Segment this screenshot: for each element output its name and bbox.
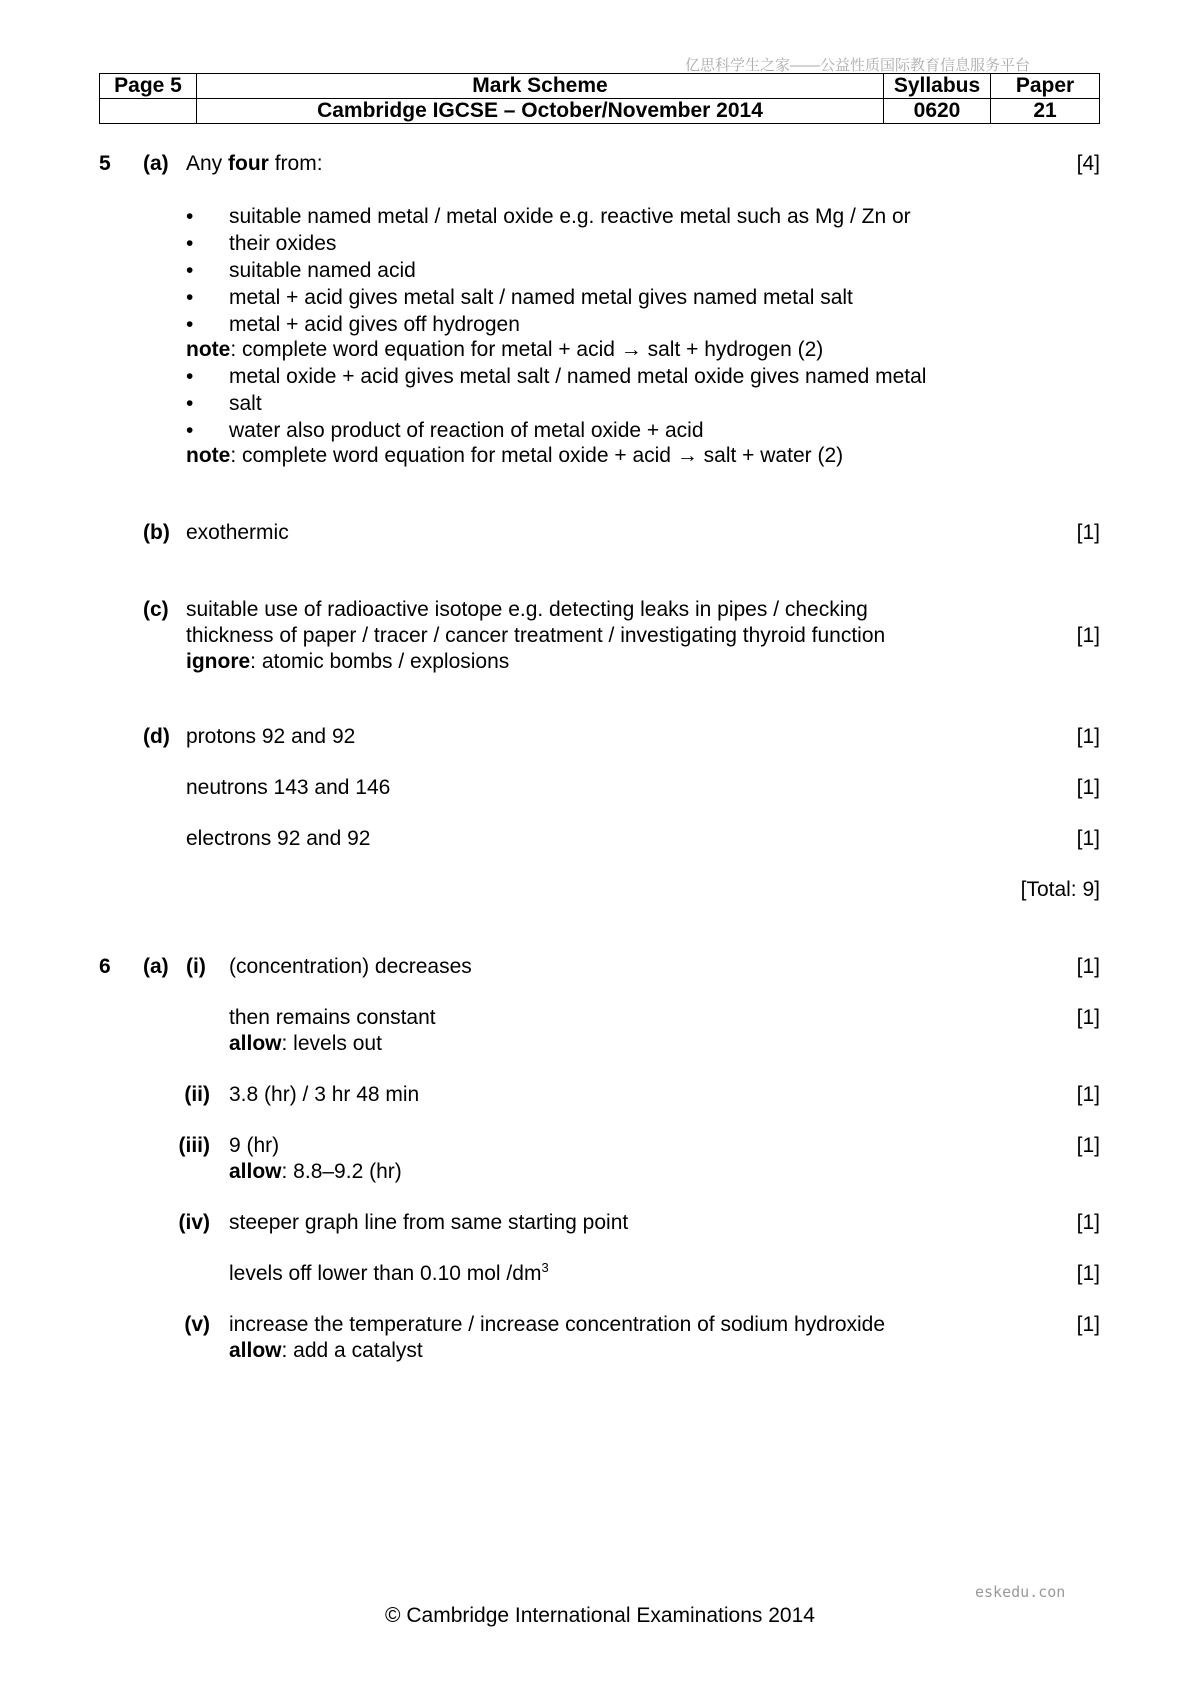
q5d-mark-1: [1] <box>1076 725 1100 748</box>
header-page: Page 5 <box>100 74 197 99</box>
header-paper: 21 <box>991 99 1100 124</box>
q5a-bullet: metal oxide + acid gives metal salt / named metal oxide gives named metal <box>229 365 927 388</box>
q5d-electrons: electrons 92 and 92 <box>186 827 371 850</box>
q5a-bullet: metal + acid gives off hydrogen <box>229 313 520 336</box>
q5a-label: (a) <box>143 152 169 175</box>
bullet-icon: • <box>186 205 194 228</box>
watermark-bottom: eskedu.con <box>975 1583 1066 1601</box>
q5-number: 5 <box>99 152 111 175</box>
q6av-text: increase the temperature / increase concentration of sodium hydroxide <box>229 1313 886 1336</box>
q5d-protons: protons 92 and 92 <box>186 725 356 748</box>
header-exam: Cambridge IGCSE – October/November 2014 <box>197 99 884 124</box>
q5a-mark: [4] <box>1076 152 1100 175</box>
q6aiv-text-2: levels off lower than 0.10 mol $/dm^3$ <box>229 1260 549 1285</box>
q5c-mark: [1] <box>1076 624 1100 647</box>
q6ai-label: (i) <box>186 955 206 978</box>
q5a-note-1: note: complete word equation for metal + acid → salt + hydrogen (2) <box>186 338 824 361</box>
bullet-icon: • <box>186 313 194 336</box>
q5d-mark-2: [1] <box>1076 776 1100 799</box>
q6aiii-mark: [1] <box>1076 1134 1100 1157</box>
header-syllabus: 0620 <box>884 99 991 124</box>
q5a-bullet: metal + acid gives metal salt / named metal gives named metal salt <box>229 286 853 309</box>
bullet-icon: • <box>186 392 194 415</box>
q6aii-label: (ii) <box>184 1083 210 1106</box>
q6a-label: (a) <box>143 955 169 978</box>
q6av-mark: [1] <box>1076 1313 1100 1336</box>
bullet-icon: • <box>186 259 194 282</box>
bullet-icon: • <box>186 232 194 255</box>
q6ai-mark-2: [1] <box>1076 1006 1100 1029</box>
q6aiv-label: (iv) <box>178 1211 210 1234</box>
bullet-icon: • <box>186 365 194 388</box>
q5a-bullet: salt <box>229 392 262 415</box>
header-table <box>99 73 1100 124</box>
q6aii-text: 3.8 (hr) / 3 hr 48 min <box>229 1083 420 1106</box>
q6av-allow: allow: add a catalyst <box>229 1339 423 1362</box>
q5a-intro: Any four from: <box>186 152 323 175</box>
q6aiii-label: (iii) <box>178 1134 210 1157</box>
q6av-label: (v) <box>184 1313 210 1336</box>
q5a-bullet: their oxides <box>229 232 337 255</box>
q6ai-text-1: (concentration) decreases <box>229 955 472 978</box>
q6aiii-allow: allow: 8.8–9.2 (hr) <box>229 1160 402 1183</box>
q5a-bullet: water also product of reaction of metal oxide + acid <box>229 419 704 442</box>
watermark-top: 亿思科学生之家——公益性质国际教育信息服务平台 <box>685 57 1031 74</box>
q6aiv-mark-1: [1] <box>1076 1211 1100 1234</box>
header-mark-scheme: Mark Scheme <box>197 74 884 99</box>
q6aiv-mark-2: [1] <box>1076 1262 1100 1285</box>
q5-total: [Total: 9] <box>1020 878 1100 901</box>
q6ai-allow: allow: levels out <box>229 1032 382 1055</box>
header-empty-cell <box>100 99 197 124</box>
q5b-mark: [1] <box>1076 521 1100 544</box>
q6-number: 6 <box>99 955 111 978</box>
header-paper-label: Paper <box>991 74 1100 99</box>
q6ai-mark-1: [1] <box>1076 955 1100 978</box>
q5d-label: (d) <box>143 725 170 748</box>
header-syllabus-label: Syllabus <box>884 74 991 99</box>
q6aiii-text: 9 (hr) <box>229 1134 280 1157</box>
q6aii-mark: [1] <box>1076 1083 1100 1106</box>
q5a-bullet: suitable named metal / metal oxide e.g. reactive metal such as Mg / Zn or <box>229 205 911 228</box>
q5c-ignore: ignore: atomic bombs / explosions <box>186 650 510 673</box>
q5d-mark-3: [1] <box>1076 827 1100 850</box>
q5c-line1: suitable use of radioactive isotope e.g. detecting leaks in pipes / checking <box>186 598 868 621</box>
footer-copyright: © Cambridge International Examinations 2014 <box>385 1604 815 1627</box>
q5d-neutrons: neutrons 143 and 146 <box>186 776 391 799</box>
q6aiv-text-1: steeper graph line from same starting point <box>229 1211 629 1234</box>
q5c-line2: thickness of paper / tracer / cancer treatment / investigating thyroid function <box>186 624 886 647</box>
q5c-label: (c) <box>143 598 169 621</box>
q5a-note-2: note: complete word equation for metal oxide + acid → salt + water (2) <box>186 444 844 467</box>
q5b-label: (b) <box>143 521 170 544</box>
q5a-bullet: suitable named acid <box>229 259 416 282</box>
q6ai-text-2: then remains constant <box>229 1006 436 1029</box>
bullet-icon: • <box>186 286 194 309</box>
bullet-icon: • <box>186 419 194 442</box>
q5b-text: exothermic <box>186 521 289 544</box>
